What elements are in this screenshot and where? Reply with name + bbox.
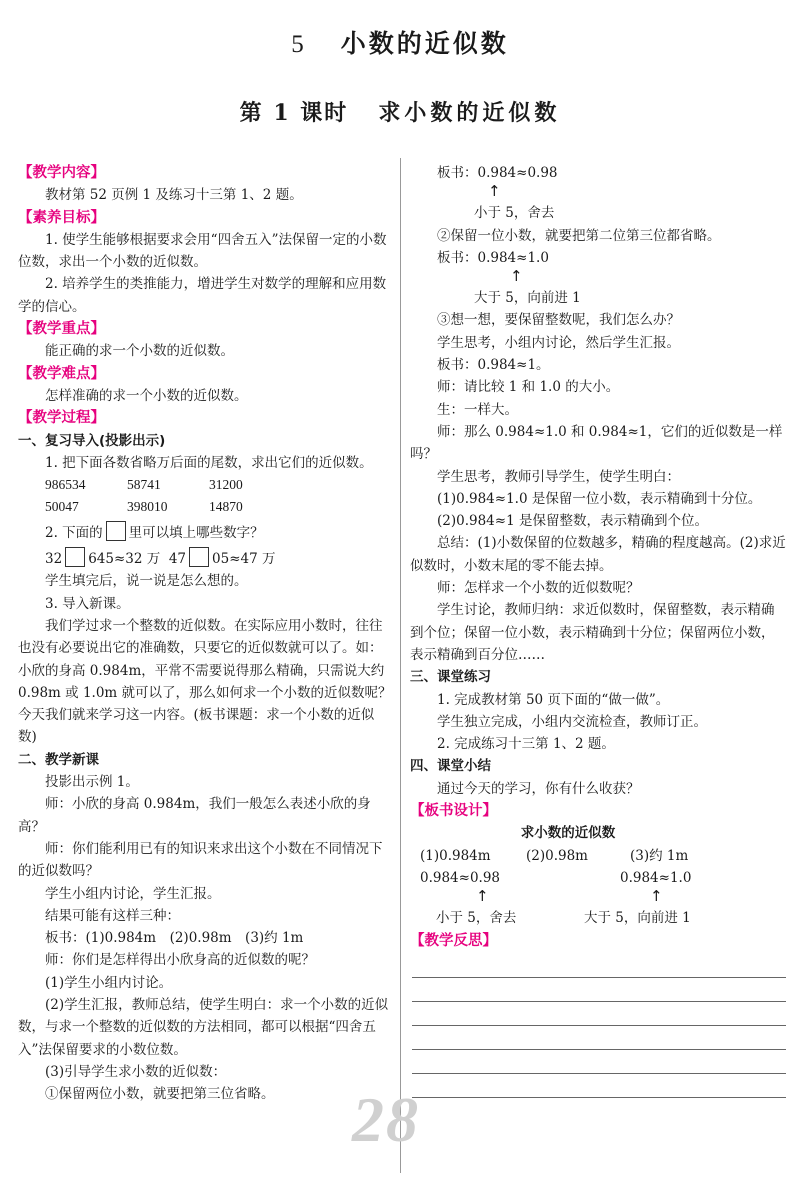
board-note: 大于 5，向前进 1	[584, 910, 691, 927]
section-review: 一、复习导入(投影出示)	[18, 432, 166, 449]
number-cell: 398010	[127, 499, 168, 515]
right-line: 生：一样大。	[437, 401, 518, 418]
goal-2: 2. 培养学生的类推能力，增进学生对数学的理解和应用数学的信心。	[18, 276, 387, 315]
writing-line	[412, 978, 786, 1002]
lesson-line: (2)学生汇报，教师总结，使学生明白：求一个小数的近似数，与求一个整数的近似数的方法相同，都可以根据“四舍五入”法保留要求的小数位数。	[18, 996, 389, 1058]
right-line: 师：怎样求一个小数的近似数呢？	[437, 580, 640, 597]
fill-b-prefix: 47	[168, 551, 187, 568]
board-row-equations	[410, 867, 786, 889]
section-summary: 四、课堂小结	[410, 758, 491, 775]
lesson-line: 结果可能有这样三种：	[45, 907, 180, 924]
lesson-title	[0, 96, 800, 127]
board-note: 小于 5，舍去	[436, 910, 517, 927]
question-1: 1. 把下面各数省略万后面的尾数，求出它们的近似数。	[45, 454, 373, 471]
board-note: 大于 5，向前进 1	[474, 290, 581, 307]
board-value: (2)0.98m	[526, 847, 588, 864]
right-column	[410, 162, 786, 1098]
section-practice: 三、课堂练习	[410, 669, 491, 686]
difficulties-text: 怎样准确的求一个小数的近似数。	[45, 387, 248, 404]
lesson-line: (3)引导学生求小数的近似数：	[45, 1063, 227, 1080]
lesson-number: 第 1 课时	[239, 100, 349, 126]
page-number: 28	[352, 1084, 420, 1155]
heading-content: 【教学内容】	[18, 165, 105, 181]
number-cell: 14870	[209, 499, 243, 515]
writing-line	[412, 954, 786, 978]
heading-board-design: 【板书设计】	[410, 803, 497, 820]
heading-key-points: 【教学重点】	[18, 321, 105, 338]
left-column	[18, 162, 392, 1105]
content-text: 教材第 52 页例 1 及练习十三第 1、2 题。	[45, 187, 303, 204]
question-3: 3. 导入新课。	[45, 595, 130, 612]
writing-line	[412, 1074, 786, 1098]
writing-line	[412, 1050, 786, 1074]
lesson-line: 师：小欣的身高 0.984m，我们一般怎么表述小欣的身高？	[18, 796, 371, 835]
right-line: 学生思考，小组内讨论，然后学生汇报。	[437, 334, 680, 351]
up-arrow-icon: ↑	[476, 887, 489, 906]
fill-a-suffix: 645≈32 万	[88, 551, 161, 568]
lesson-line: 板书：(1)0.984m (2)0.98m (3)约 1m	[45, 930, 304, 947]
board-value: (3)约 1m	[630, 847, 689, 864]
right-line: 学生思考，教师引导学生，使学生明白：	[437, 468, 680, 485]
board-arrows	[410, 889, 786, 907]
number-cell: 50047	[45, 499, 79, 515]
board-row-values	[410, 845, 786, 867]
numbers-row-1	[18, 474, 392, 496]
fill-in-row	[18, 547, 392, 570]
question-2	[18, 521, 392, 544]
goal-1: 1. 使学生能够根据要求会用“四舍五入”法保留一定的小数位数，求出一个小数的近似数。	[18, 231, 387, 271]
right-line: 2. 完成练习十三第 1、2 题。	[437, 736, 615, 753]
right-line: (1)0.984≈1.0 是保留一位小数，表示精确到十分位。	[437, 490, 762, 507]
up-arrow-icon: ↑	[650, 887, 663, 906]
writing-line	[412, 1002, 786, 1026]
lesson-line: ①保留两位小数，就要把第三位省略。	[45, 1086, 275, 1103]
writing-line	[412, 1026, 786, 1050]
blank-box	[65, 547, 85, 567]
right-line: 总结：(1)小数保留的位数越多，精确的程度越高。(2)求近似数时，小数末尾的零不能去掉。	[410, 535, 786, 574]
reflection-lines	[410, 954, 786, 1098]
blank-box	[189, 547, 209, 567]
heading-process: 【教学过程】	[18, 410, 105, 427]
right-line: 学生独立完成，小组内交流检查，教师订正。	[437, 713, 707, 730]
section-new-lesson: 二、教学新课	[18, 751, 99, 768]
fill-a-prefix: 32	[45, 551, 63, 568]
right-line: 学生讨论，教师归纳：求近似数时，保留整数，表示精确到个位；保留一位小数，表示精确到十分位；保留两位小数，表示精确到百分位……	[410, 602, 775, 663]
up-arrow-icon: ↑	[510, 267, 523, 286]
right-line: 通过今天的学习，你有什么收获？	[437, 780, 640, 797]
lesson-line: 投影出示例 1。	[45, 774, 139, 791]
right-line: 师：请比较 1 和 1.0 的大小。	[437, 379, 620, 396]
right-line: 1. 完成教材第 50 页下面的“做一做”。	[437, 691, 670, 708]
up-arrow-icon: ↑	[488, 182, 501, 201]
lesson-name: 求小数的近似数	[378, 100, 561, 126]
heading-goals: 【素养目标】	[18, 209, 105, 226]
lesson-line: (1)学生小组内讨论。	[45, 974, 173, 991]
lesson-line: 师：你们是怎样得出小欣身高的近似数的呢？	[45, 952, 315, 969]
right-line: ②保留一位小数，就要把第二位第三位都省略。	[437, 227, 721, 244]
heading-difficulties: 【教学难点】	[18, 365, 105, 382]
board-line: 板书：0.984≈1.0	[437, 249, 549, 266]
chapter-title	[0, 24, 800, 60]
chapter-number: 5	[291, 31, 307, 58]
fill-discussion: 学生填完后，说一说是怎么想的。	[45, 573, 248, 590]
lesson-line: 师：你们能利用已有的知识来求出这个小数在不同情况下的近似数吗？	[18, 840, 383, 880]
fill-b-suffix: 05≈47 万	[212, 551, 276, 568]
board-equation: 0.984≈1.0	[620, 869, 692, 886]
column-divider	[400, 158, 401, 1173]
number-cell: 58741	[127, 477, 161, 493]
blank-box	[106, 521, 126, 541]
right-line: (2)0.984≈1 是保留整数，表示精确到个位。	[437, 513, 708, 530]
board-note: 小于 5，舍去	[474, 205, 555, 222]
right-line: 板书：0.984≈1。	[437, 357, 550, 374]
numbers-row-2	[18, 496, 392, 518]
board-row-notes	[410, 907, 786, 929]
question-2-text-end: 里可以填上哪些数字？	[128, 524, 264, 541]
heading-reflection: 【教学反思】	[410, 932, 497, 949]
chapter-name: 小数的近似数	[340, 29, 509, 58]
intro-paragraph: 我们学过求一个整数的近似数。在实际应用小数时，往往也没有必要说出它的准确数，只要它的近似数就可以了。如：小欣的身高 0.984m，平常不需要说得那么精确，只需说大约 0.98m 或 1.0m 就可以了，那么如何求一个小数的近似数呢？今天我们就来学习这一内容。(板书课题：求一个小数的近似数)	[18, 617, 392, 746]
lesson-line: 学生小组内讨论，学生汇报。	[45, 885, 221, 902]
right-line: ③想一想，要保留整数呢，我们怎么办？	[437, 312, 680, 329]
board-title: 求小数的近似数	[520, 825, 616, 842]
board-line: 板书：0.984≈0.98	[437, 165, 558, 181]
board-equation: 0.984≈0.98	[420, 869, 501, 886]
key-points-text: 能正确的求一个小数的近似数。	[45, 343, 234, 360]
question-2-text: 2. 下面的	[45, 524, 103, 541]
number-cell: 31200	[209, 477, 243, 493]
number-cell: 986534	[45, 477, 86, 493]
board-value: (1)0.984m	[420, 847, 491, 864]
right-line: 师：那么 0.984≈1.0 和 0.984≈1，它们的近似数是一样吗？	[410, 423, 783, 463]
